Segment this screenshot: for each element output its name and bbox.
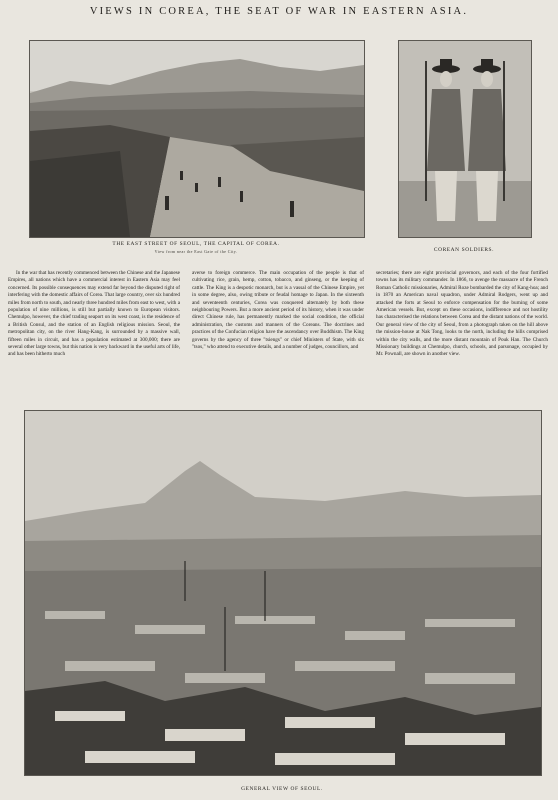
general-view-photo — [24, 410, 542, 776]
general-view-caption: GENERAL VIEW OF SEOUL. — [241, 786, 323, 792]
article-text: averse to foreign commerce. The main occupation of the people is that of cultivating rice, grain, hemp, cotton, tobacco, and ginseng, or the keeping of cattle. The King is a despotic monarch, but is a vassal of the Chinese Empire, yet in some degree, also, owing tribute or feudal homage to Japan. In the sixteenth and seventeenth centuries, Corea was conquered alternately by both these neighbouring Powers. But a more ancient period of its history, when it was under direct Chinese rule, has permanently marked the social condition, the official administration, the customs and manners of the Coreans. The doctrines and practices of the Confucian religion have the ascendancy over Buddhism. The King governs by the agency of three "tsiengs" or chief Ministers of State, with six "tsos," who attend to executive details, and a number of judges, councillors, and — [192, 270, 364, 351]
article-text: In the war that has recently commenced between the Chinese and the Japanese Empires, all nations which have a commercial interest in Eastern Asia may feel concerned. Its possible consequences may extend far beyond the disputed right of interfering with the domestic affairs of Corea. That large country, over six hundred miles from north to south, and nearly three hundred miles from east to west, with a population of nine millions, is still but partially known to European visitors. Chemulpo, however, the chief trading seaport on its west coast, is the residence of a British Consul, and the station of an English religious mission. Seoul, the metropolitan city, on the river Hang-Kang, is surrounded by a massive wall, fifteen miles in circuit, and has a population estimated at 300,000; there are several other large towns, but this nation is very backward in the useful arts of life, and has been hitherto much — [8, 270, 180, 358]
street-caption: THE EAST STREET OF SEOUL, THE CAPITAL OF COREA. — [112, 241, 280, 247]
article-text: secretaries; there are eight provincial governors, and each of the four fortified towns has its military commander. In 1866, to avenge the massacre of the French Roman Catholic missionaries, Admiral Roze bombarded the city of Kang-hoa; and in 1870 an American naval squadron, under Admiral Rodgers, went up and attacked the forts at Seoul to enforce compensation for the burning of some American vessels. But, except on these occasions, indifference and not hostility has characterised the relations between Corea and the distant nations of the world. Our general view of the city of Seoul, from a photograph taken on the hill above the mission-house at Nak Tong, looks to the north, including the hills comprised within the city walls, and the more distant mountain of Pouk Han. The Church Missionary buildings at Chemulpo, church, schools, and parsonage, occupied by Mr. Pownall, are shown in another view. — [376, 270, 548, 358]
soldiers-caption: COREAN SOLDIERS. — [433, 247, 495, 253]
article-column-2 — [192, 270, 364, 398]
east-street-photo — [29, 40, 365, 238]
street-subcaption: View from near the East Gate of the City. — [154, 249, 238, 254]
article-column-3 — [376, 270, 548, 398]
corean-soldiers-photo — [398, 40, 532, 238]
page-title: VIEWS IN COREA, THE SEAT OF WAR IN EASTERN ASIA. — [89, 6, 469, 17]
article-column-1 — [8, 270, 180, 398]
